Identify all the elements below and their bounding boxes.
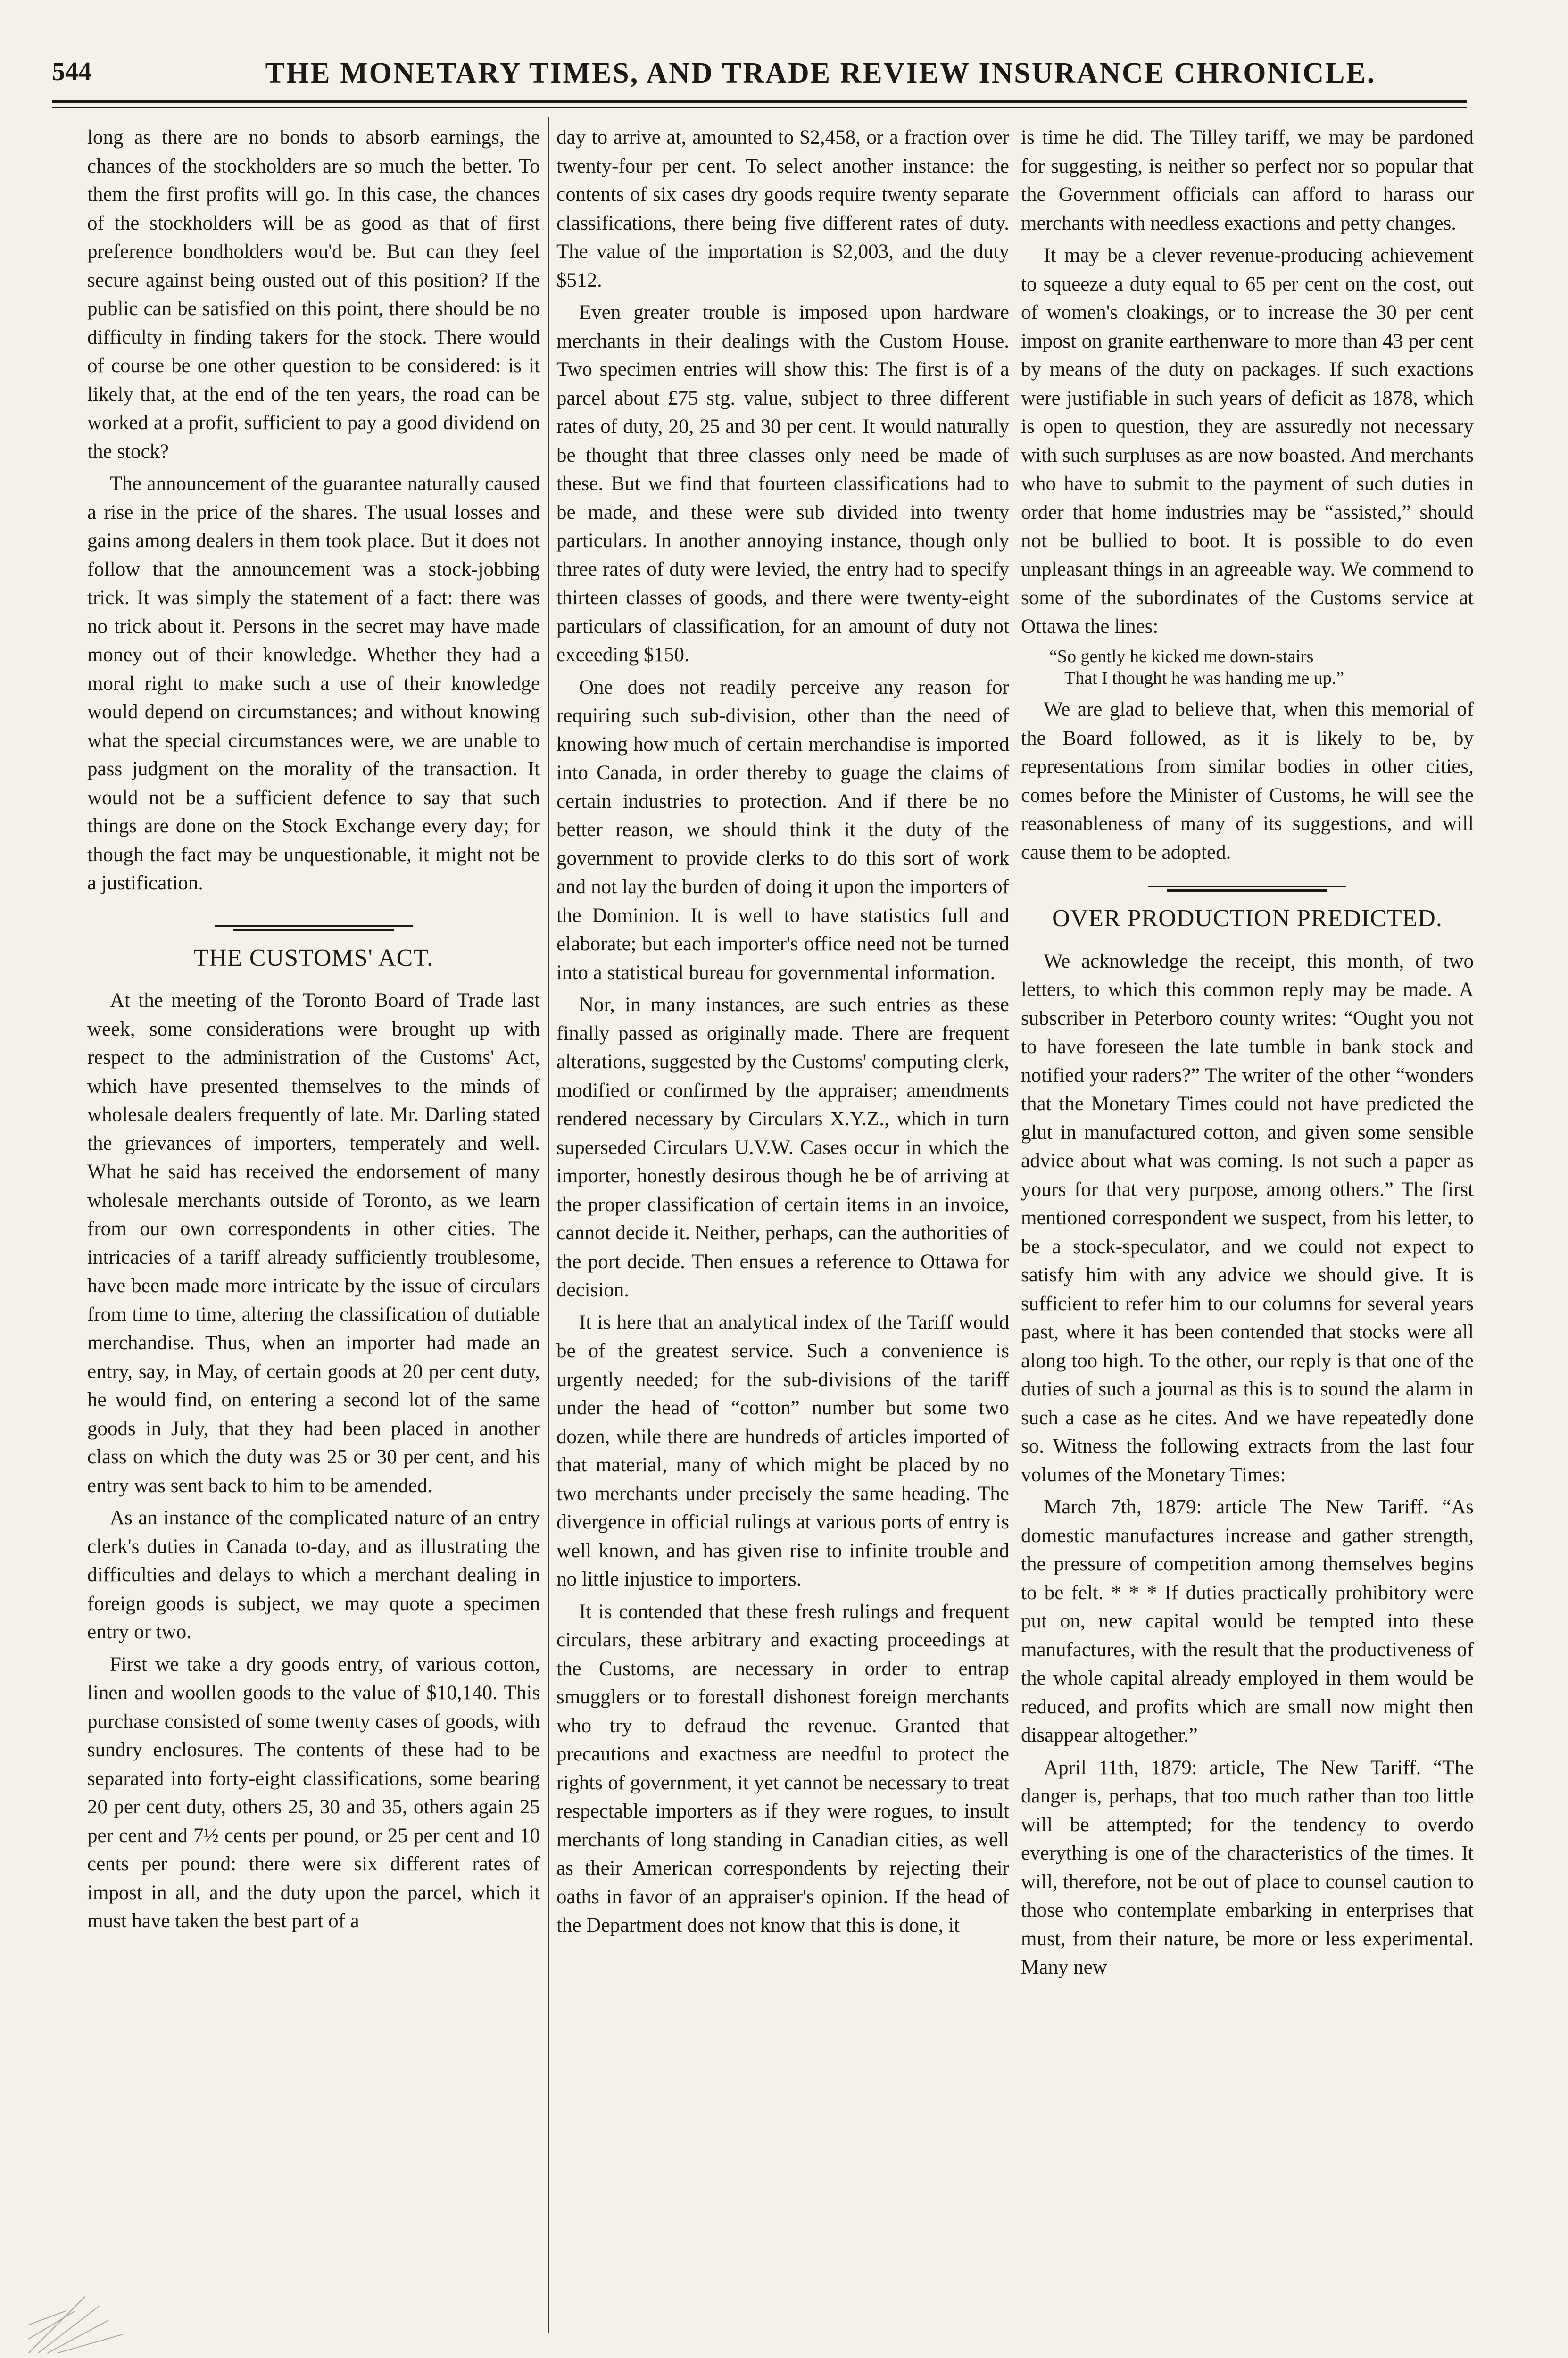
section-title-customs-act: THE CUSTOMS' ACT. [193, 944, 434, 971]
header-rule-thin [52, 107, 1467, 108]
header-rule [52, 100, 1467, 103]
paragraph: It may be a clever revenue-producing achievement to squeeze a duty equal to 65 per cent on the cost, out of women's cloakings, or to increase the 30 per cent impost on granite earthenware to more than 43 per cent by means of the duty on packages. If such exactions were justifiable in such years of deficit as 1878, which is open to question, they are assuredly not necessary with such surpluses as are now boasted. And merchants who have to submit to the payment of such duties in order that home industries may be “assisted,” should not be bullied to boot. It is possible to do even unpleasant things in an agreeable way. We commend to some of the subordinates of the Customs service at Ottawa the lines: [1021, 244, 1474, 638]
paragraph: It is contended that these fresh rulings and frequent circulars, these arbitrary and exacting proceedings at the Customs, are necessary in order to entrap smugglers or to forestall dishonest foreign merchants who try to defraud the revenue. Granted that precautions and exactness are needful to protect the rights of government, it yet cannot be necessary to treat respectable importers as if they were rogues, to insult merchants of long standing in Canadian cities, as well as their American correspondents by rejecting their oaths in favor of an appraiser's opinion. If the head of the Department does not know that this is done, it [556, 1600, 1009, 1936]
masthead-title: THE MONETARY TIMES, AND TRADE REVIEW INSURANCE CHRONICLE. [265, 57, 1376, 89]
article-column-1 [87, 124, 540, 2331]
verse-line: “So gently he kicked me down-stairs [1049, 647, 1314, 666]
section-divider [215, 925, 413, 932]
paragraph: April 11th, 1879: article, The New Tariff. “The danger is, perhaps, that too much rather than too little will be attempted; for the tendency to overdo everything is one of the characteristics of the times. It will, therefore, not be out of place to counsel caution to those who contemplate embarking in enterprises that must, from their nature, be more or less experimental. Many new [1021, 1756, 1474, 1978]
paragraph: One does not readily perceive any reason for requiring such sub-division, other than the need of knowing how much of certain merchandise is imported into Canada, in order thereby to guage the claims of certain industries to protection. And if there be no better reason, we should think it the duty of the government to provide clerks to do this sort of work and not lay the burden of doing it upon the importers of the Dominion. It is well to have statistics full and elaborate; but each importer's office need not be turned into a statistical bureau for governmental information. [556, 676, 1009, 984]
paragraph: First we take a dry goods entry, of various cotton, linen and woollen goods to the value of $10,140. This purchase consisted of some twenty cases of goods, with sundry enclosures. The contents of these had to be separated into forty-eight classifications, some bearing 20 per cent duty, others 25, 30 and 35, others again 25 per cent and 7½ cents per pound, or 25 per cent and 10 cents per pound: there were six different rates of impost in all, and the duty upon the parcel, which it must have taken the best part of a [87, 1653, 540, 1932]
page-corner-texture [28, 2240, 151, 2353]
section-divider [1148, 886, 1346, 892]
paragraph: March 7th, 1879: article The New Tariff. “As domestic manufactures increase and gather strength, the pressure of competition among themselves begins to be felt. * * * If duties practically prohibitory were put on, new capital would be tempted into these manufactures, with the result that the productiveness of the whole capital already employed in them would be reduced, and profits which are small now might then disappear altogether.” [1021, 1496, 1474, 1746]
paragraph: It is here that an analytical index of the Tariff would be of the greatest service. Such a convenience is urgently needed; for the sub-divisions of the tariff under the head of “cotton” number but some two dozen, while there are hundreds of articles imported of that material, many of which might be placed by no two merchants under precisely the same heading. The divergence in official rulings at various ports of entry is well known, and has given rise to infinite trouble and no little injustice to importers. [556, 1311, 1009, 1590]
paragraph: day to arrive at, amounted to $2,458, or a fraction over twenty-four per cent. To select another instance: the contents of six cases dry goods require twenty separate classifications, there being five different rates of duty. The value of the importation is $2,003, and the duty $512. [556, 126, 1009, 291]
paragraph: As an instance of the complicated nature of an entry clerk's duties in Canada to-day, and as illustrating the difficulties and delays to which a merchant dealing in foreign goods is subject, we may quote a specimen entry or two. [87, 1507, 540, 1643]
paragraph: long as there are no bonds to absorb earnings, the chances of the stockholders are so much the better. To them the first profits will go. In this case, the chances of the stockholders will be as good as that of first preference bondholders wou'd be. But can they feel secure against being ousted out of this position? If the public can be satisfied on this point, there should be no difficulty in finding takers for the stock. There would of course be one other question to be considered: is it likely that, at the end of the ten years, the road can be worked at a profit, sufficient to pay a good dividend on the stock? [87, 126, 540, 463]
paragraph: Nor, in many instances, are such entries as these finally passed as originally made. There are frequent alterations, suggested by the Customs' computing clerk, modified or confirmed by the appraiser; amendments rendered necessary by Circulars X.Y.Z., which in turn superseded Circulars U.V.W. Cases occur in which the importer, honestly desirous though he be of arriving at the proper classification of certain items in an invoice, cannot decide it. Neither, perhaps, can the authorities of the port decide. Then ensues a reference to Ottawa for decision. [556, 994, 1009, 1301]
paragraph: is time he did. The Tilley tariff, we may be pardoned for suggesting, is neither so perfect nor so popular that the Government officials can afford to harass our merchants with needless exactions and petty changes. [1021, 126, 1474, 234]
paragraph: We acknowledge the receipt, this month, of two letters, to which this common reply may be made. A subscriber in Peterboro county writes: “Ought you not to have foreseen the late tumble in bank stock and notified your raders?” The writer of the other “wonders that the Monetary Times could not have predicted the glut in manufactured cotton, and given some sensible advice about what was coming. Is not such a paper as yours for that very purpose, among others.” The first mentioned correspondent we suspect, from his letter, to be a stock-speculator, and we could not expect to satisfy him with any advice we should give. It is sufficient to refer him to our columns for several years past, where it has been contended that stocks were all along too high. To the other, our reply is that one of the duties of such a journal as this is to sound the alarm in such a case as he cites. And we have repeatedly done so. Witness the following extracts from the last four volumes of the Monetary Times: [1021, 950, 1474, 1486]
page-number: 544 [52, 57, 91, 86]
article-column-3 [1021, 124, 1474, 2331]
paragraph: At the meeting of the Toronto Board of Trade last week, some considerations were brought up with respect to the administration of the Customs' Act, which have presented themselves to the minds of wholesale dealers frequently of late. Mr. Darling stated the grievances of importers, temperately and well. What he said has received the endorsement of many wholesale merchants outside of Toronto, as we learn from our own correspondents in other cities. The intricacies of a tariff already sufficiently troublesome, have been made more intricate by the issue of circulars from time to time, altering the classification of dutiable merchandise. Thus, when an importer had made an entry, say, in May, of certain goods at 20 per cent duty, he would find, on entering a second lot of the same goods in July, that they had been placed in another class on which the duty was 25 or 30 per cent, and his entry was sent back to him to be amended. [87, 989, 540, 1497]
section-title-over-production: OVER PRODUCTION PREDICTED. [1052, 905, 1443, 932]
column-divider [548, 117, 549, 2333]
article-column-2 [556, 124, 1009, 2331]
paragraph: We are glad to believe that, when this memorial of the Board followed, as it is likely to be, by representations from similar bodies in other cities, comes before the Minister of Customs, he will see the reasonableness of many of its suggestions, and will cause them to be adopted. [1021, 698, 1474, 863]
quoted-verse [1049, 646, 1474, 689]
paragraph: Even greater trouble is imposed upon hardware merchants in their dealings with the Custom House. Two specimen entries will show this: The first is of a parcel about £75 stg. value, subject to three different rates of duty, 20, 25 and 30 per cent. It would naturally be thought that three classes only need be made of these. But we find that fourteen classifications had to be made, and these were sub divided into twenty particulars. In another annoying instance, though only three rates of duty were levied, the entry had to specify thirteen classes of goods, and there were twenty-eight particulars of classification, for an amount of duty not exceeding $150. [556, 301, 1009, 666]
paragraph: The announcement of the guarantee naturally caused a rise in the price of the shares. The usual losses and gains among dealers in them took place. But it does not follow that the announcement was a stock-jobbing trick. It was simply the statement of a fact: there was no trick about it. Persons in the secret may have made money out of their knowledge. Whether they had a moral right to make such a use of their knowledge would depend on circumstances; and without knowing what the special circumstances were, we are unable to pass judgment on the morality of the transaction. It would not be a sufficient defence to say that such things are done on the Stock Exchange every day; for though the fact may be unquestionable, it might not be a justification. [87, 473, 540, 894]
page-header [52, 57, 1467, 99]
verse-line: That I thought he was handing me up.” [1064, 668, 1344, 688]
